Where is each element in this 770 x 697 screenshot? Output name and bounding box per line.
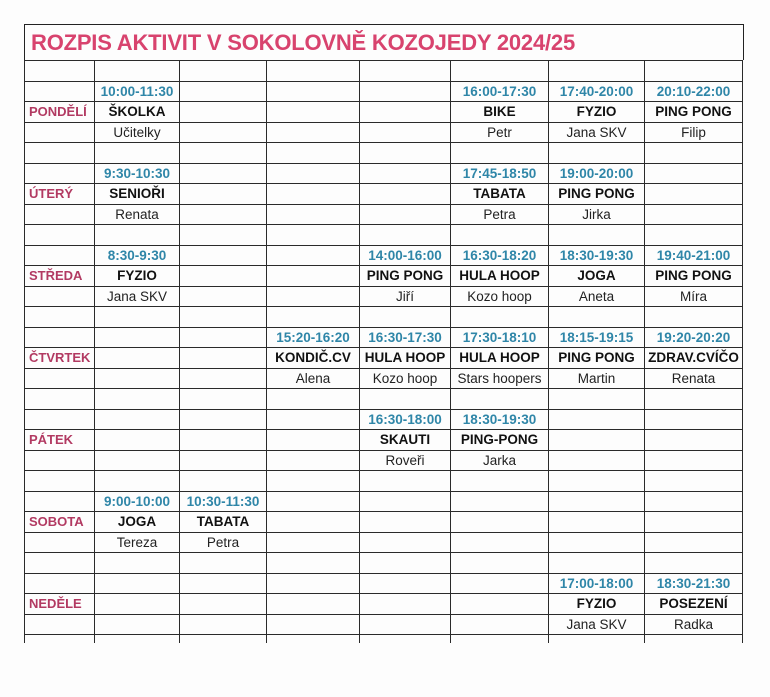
empty-cell <box>95 61 180 82</box>
empty-cell <box>549 450 645 471</box>
empty-cell <box>549 532 645 553</box>
empty-cell <box>95 594 180 615</box>
empty-cell <box>645 61 743 82</box>
empty-cell <box>25 614 95 635</box>
empty-cell <box>95 553 180 574</box>
slot-leader: Stars hoopers <box>451 368 549 389</box>
empty-cell <box>451 61 549 82</box>
empty-cell <box>95 143 180 164</box>
separator-row <box>25 389 743 410</box>
empty-cell <box>25 225 95 246</box>
empty-cell <box>180 614 267 635</box>
day-row-activity <box>25 430 743 451</box>
slot-activity: PING PONG <box>549 348 645 369</box>
slot-leader: Filip <box>645 122 743 143</box>
empty-cell <box>360 61 451 82</box>
day-row-time <box>25 573 743 594</box>
empty-cell <box>360 491 451 512</box>
slot-leader: Tereza <box>95 532 180 553</box>
day-label: PÁTEK <box>25 430 95 451</box>
empty-cell <box>25 61 95 82</box>
empty-cell <box>267 491 360 512</box>
empty-cell <box>95 327 180 348</box>
empty-cell <box>267 430 360 451</box>
empty-cell <box>360 532 451 553</box>
slot-time: 9:00-10:00 <box>95 491 180 512</box>
empty-cell <box>360 102 451 123</box>
empty-cell <box>645 307 743 328</box>
empty-cell <box>360 553 451 574</box>
day-row-activity <box>25 512 743 533</box>
empty-cell <box>451 307 549 328</box>
empty-cell <box>267 512 360 533</box>
slot-time: 16:30-18:00 <box>360 409 451 430</box>
slot-time: 16:00-17:30 <box>451 81 549 102</box>
slot-time: 19:00-20:00 <box>549 163 645 184</box>
title-box <box>24 24 744 60</box>
empty-cell <box>25 286 95 307</box>
day-label: STŘEDA <box>25 266 95 287</box>
slot-leader: Jirka <box>549 204 645 225</box>
empty-cell <box>267 102 360 123</box>
day-row-time <box>25 327 743 348</box>
slot-time: 19:40-21:00 <box>645 245 743 266</box>
empty-cell <box>360 389 451 410</box>
empty-cell <box>360 184 451 205</box>
empty-cell <box>360 512 451 533</box>
header-blank-row <box>25 61 743 82</box>
day-row-time <box>25 409 743 430</box>
slot-time: 10:30-11:30 <box>180 491 267 512</box>
empty-cell <box>180 553 267 574</box>
empty-cell <box>25 327 95 348</box>
empty-cell <box>95 430 180 451</box>
empty-cell <box>180 573 267 594</box>
slot-activity: TABATA <box>180 512 267 533</box>
empty-cell <box>180 61 267 82</box>
empty-cell <box>451 614 549 635</box>
day-row-leader <box>25 532 743 553</box>
slot-activity: BIKE <box>451 102 549 123</box>
empty-cell <box>360 143 451 164</box>
empty-cell <box>180 225 267 246</box>
empty-cell <box>451 389 549 410</box>
empty-cell <box>25 81 95 102</box>
empty-cell <box>180 184 267 205</box>
empty-cell <box>25 635 95 643</box>
empty-cell <box>451 225 549 246</box>
slot-time: 20:10-22:00 <box>645 81 743 102</box>
day-row-leader <box>25 286 743 307</box>
empty-cell <box>95 450 180 471</box>
empty-cell <box>180 471 267 492</box>
empty-cell <box>180 409 267 430</box>
empty-cell <box>360 122 451 143</box>
empty-cell <box>95 635 180 643</box>
empty-cell <box>549 471 645 492</box>
empty-cell <box>451 635 549 643</box>
empty-cell <box>645 450 743 471</box>
empty-cell <box>267 594 360 615</box>
empty-cell <box>267 184 360 205</box>
empty-cell <box>645 225 743 246</box>
day-row-leader <box>25 204 743 225</box>
empty-cell <box>360 573 451 594</box>
day-row-time <box>25 491 743 512</box>
day-row-activity <box>25 184 743 205</box>
empty-cell <box>645 471 743 492</box>
separator-row <box>25 471 743 492</box>
empty-cell <box>267 245 360 266</box>
empty-cell <box>360 204 451 225</box>
empty-cell <box>180 430 267 451</box>
empty-cell <box>267 286 360 307</box>
empty-cell <box>645 635 743 643</box>
slot-time: 16:30-18:20 <box>451 245 549 266</box>
empty-cell <box>267 573 360 594</box>
separator-row <box>25 635 743 643</box>
empty-cell <box>25 245 95 266</box>
empty-cell <box>549 430 645 451</box>
slot-activity: JOGA <box>549 266 645 287</box>
slot-time: 17:40-20:00 <box>549 81 645 102</box>
empty-cell <box>360 81 451 102</box>
empty-cell <box>95 348 180 369</box>
empty-cell <box>451 573 549 594</box>
empty-cell <box>645 389 743 410</box>
day-row-leader <box>25 368 743 389</box>
slot-activity: POSEZENÍ <box>645 594 743 615</box>
slot-leader: Kozo hoop <box>451 286 549 307</box>
slot-activity: TABATA <box>451 184 549 205</box>
empty-cell <box>25 368 95 389</box>
empty-cell <box>95 409 180 430</box>
slot-leader: Jarka <box>451 450 549 471</box>
slot-time: 10:00-11:30 <box>95 81 180 102</box>
slot-leader: Kozo hoop <box>360 368 451 389</box>
slot-time: 17:45-18:50 <box>451 163 549 184</box>
empty-cell <box>180 368 267 389</box>
empty-cell <box>95 368 180 389</box>
slot-activity: SKAUTI <box>360 430 451 451</box>
empty-cell <box>25 532 95 553</box>
empty-cell <box>267 225 360 246</box>
empty-cell <box>95 573 180 594</box>
empty-cell <box>267 143 360 164</box>
empty-cell <box>645 430 743 451</box>
empty-cell <box>267 163 360 184</box>
slot-leader: Petra <box>451 204 549 225</box>
empty-cell <box>267 122 360 143</box>
day-label: ČTVRTEK <box>25 348 95 369</box>
empty-cell <box>95 225 180 246</box>
slot-time: 19:20-20:20 <box>645 327 743 348</box>
empty-cell <box>549 389 645 410</box>
empty-cell <box>267 266 360 287</box>
day-label: ÚTERÝ <box>25 184 95 205</box>
empty-cell <box>267 409 360 430</box>
empty-cell <box>451 471 549 492</box>
empty-cell <box>180 327 267 348</box>
empty-cell <box>180 204 267 225</box>
slot-activity: FYZIO <box>549 594 645 615</box>
slot-time: 14:00-16:00 <box>360 245 451 266</box>
slot-activity: PING PONG <box>645 266 743 287</box>
day-row-activity <box>25 102 743 123</box>
slot-activity: FYZIO <box>95 266 180 287</box>
slot-leader: Jana SKV <box>549 614 645 635</box>
empty-cell <box>645 163 743 184</box>
day-row-activity <box>25 348 743 369</box>
empty-cell <box>645 491 743 512</box>
empty-cell <box>180 450 267 471</box>
slot-time: 18:30-19:30 <box>549 245 645 266</box>
empty-cell <box>549 225 645 246</box>
empty-cell <box>267 635 360 643</box>
empty-cell <box>267 307 360 328</box>
day-label: NEDĚLE <box>25 594 95 615</box>
empty-cell <box>360 307 451 328</box>
empty-cell <box>95 307 180 328</box>
slot-activity: PING-PONG <box>451 430 549 451</box>
empty-cell <box>360 163 451 184</box>
empty-cell <box>180 635 267 643</box>
empty-cell <box>267 389 360 410</box>
slot-activity: JOGA <box>95 512 180 533</box>
empty-cell <box>25 553 95 574</box>
empty-cell <box>180 163 267 184</box>
empty-cell <box>25 573 95 594</box>
day-row-leader <box>25 450 743 471</box>
slot-activity: ZDRAV.CVÍČO <box>645 348 743 369</box>
empty-cell <box>549 635 645 643</box>
empty-cell <box>549 307 645 328</box>
slot-time: 18:15-19:15 <box>549 327 645 348</box>
empty-cell <box>267 614 360 635</box>
empty-cell <box>267 471 360 492</box>
empty-cell <box>360 614 451 635</box>
slot-leader: Jana SKV <box>549 122 645 143</box>
slot-time: 18:30-19:30 <box>451 409 549 430</box>
empty-cell <box>267 81 360 102</box>
day-label: PONDĚLÍ <box>25 102 95 123</box>
slot-activity: PING PONG <box>549 184 645 205</box>
empty-cell <box>360 471 451 492</box>
empty-cell <box>95 389 180 410</box>
empty-cell <box>451 553 549 574</box>
empty-cell <box>267 204 360 225</box>
empty-cell <box>549 553 645 574</box>
slot-leader: Petra <box>180 532 267 553</box>
empty-cell <box>25 307 95 328</box>
empty-cell <box>267 61 360 82</box>
empty-cell <box>451 594 549 615</box>
slot-leader: Jana SKV <box>95 286 180 307</box>
slot-leader: Radka <box>645 614 743 635</box>
empty-cell <box>267 450 360 471</box>
slot-activity: KONDIČ.CV <box>267 348 360 369</box>
empty-cell <box>360 635 451 643</box>
empty-cell <box>180 348 267 369</box>
empty-cell <box>451 512 549 533</box>
empty-cell <box>180 389 267 410</box>
slot-leader: Renata <box>95 204 180 225</box>
slot-activity: HULA HOOP <box>451 348 549 369</box>
empty-cell <box>180 266 267 287</box>
slot-time: 8:30-9:30 <box>95 245 180 266</box>
empty-cell <box>25 122 95 143</box>
slot-activity: HULA HOOP <box>360 348 451 369</box>
empty-cell <box>645 409 743 430</box>
empty-cell <box>25 450 95 471</box>
slot-time: 9:30-10:30 <box>95 163 180 184</box>
empty-cell <box>25 409 95 430</box>
schedule-table <box>24 60 743 643</box>
empty-cell <box>549 61 645 82</box>
empty-cell <box>549 512 645 533</box>
slot-time: 15:20-16:20 <box>267 327 360 348</box>
empty-cell <box>25 204 95 225</box>
empty-cell <box>25 163 95 184</box>
slot-time: 16:30-17:30 <box>360 327 451 348</box>
day-row-activity <box>25 594 743 615</box>
separator-row <box>25 143 743 164</box>
slot-activity: SENIOŘI <box>95 184 180 205</box>
day-row-activity <box>25 266 743 287</box>
slot-leader: Učitelky <box>95 122 180 143</box>
empty-cell <box>180 81 267 102</box>
empty-cell <box>180 245 267 266</box>
empty-cell <box>25 389 95 410</box>
empty-cell <box>360 594 451 615</box>
day-row-time <box>25 163 743 184</box>
slot-activity: PING PONG <box>360 266 451 287</box>
separator-row <box>25 225 743 246</box>
slot-time: 18:30-21:30 <box>645 573 743 594</box>
day-row-leader <box>25 614 743 635</box>
slot-activity: PING PONG <box>645 102 743 123</box>
empty-cell <box>360 225 451 246</box>
empty-cell <box>180 286 267 307</box>
empty-cell <box>267 532 360 553</box>
empty-cell <box>645 143 743 164</box>
slot-activity: HULA HOOP <box>451 266 549 287</box>
empty-cell <box>95 471 180 492</box>
separator-row <box>25 307 743 328</box>
day-label: SOBOTA <box>25 512 95 533</box>
empty-cell <box>95 614 180 635</box>
separator-row <box>25 553 743 574</box>
slot-leader: Míra <box>645 286 743 307</box>
empty-cell <box>180 594 267 615</box>
empty-cell <box>549 409 645 430</box>
page-title: ROZPIS AKTIVIT V SOKOLOVNĚ KOZOJEDY 2024/25 <box>31 30 575 55</box>
slot-leader: Petr <box>451 122 549 143</box>
empty-cell <box>180 122 267 143</box>
slot-time: 17:30-18:10 <box>451 327 549 348</box>
slot-leader: Aneta <box>549 286 645 307</box>
empty-cell <box>645 204 743 225</box>
empty-cell <box>549 491 645 512</box>
empty-cell <box>451 491 549 512</box>
empty-cell <box>25 143 95 164</box>
empty-cell <box>645 553 743 574</box>
empty-cell <box>25 491 95 512</box>
empty-cell <box>645 184 743 205</box>
slot-leader: Renata <box>645 368 743 389</box>
day-row-time <box>25 245 743 266</box>
slot-activity: FYZIO <box>549 102 645 123</box>
slot-leader: Jiří <box>360 286 451 307</box>
day-row-leader <box>25 122 743 143</box>
slot-leader: Martin <box>549 368 645 389</box>
slot-leader: Roveři <box>360 450 451 471</box>
empty-cell <box>25 471 95 492</box>
empty-cell <box>645 532 743 553</box>
empty-cell <box>267 553 360 574</box>
empty-cell <box>180 143 267 164</box>
empty-cell <box>180 307 267 328</box>
slot-time: 17:00-18:00 <box>549 573 645 594</box>
empty-cell <box>180 102 267 123</box>
empty-cell <box>451 532 549 553</box>
empty-cell <box>451 143 549 164</box>
empty-cell <box>549 143 645 164</box>
day-row-time <box>25 81 743 102</box>
empty-cell <box>645 512 743 533</box>
slot-leader: Alena <box>267 368 360 389</box>
slot-activity: ŠKOLKA <box>95 102 180 123</box>
